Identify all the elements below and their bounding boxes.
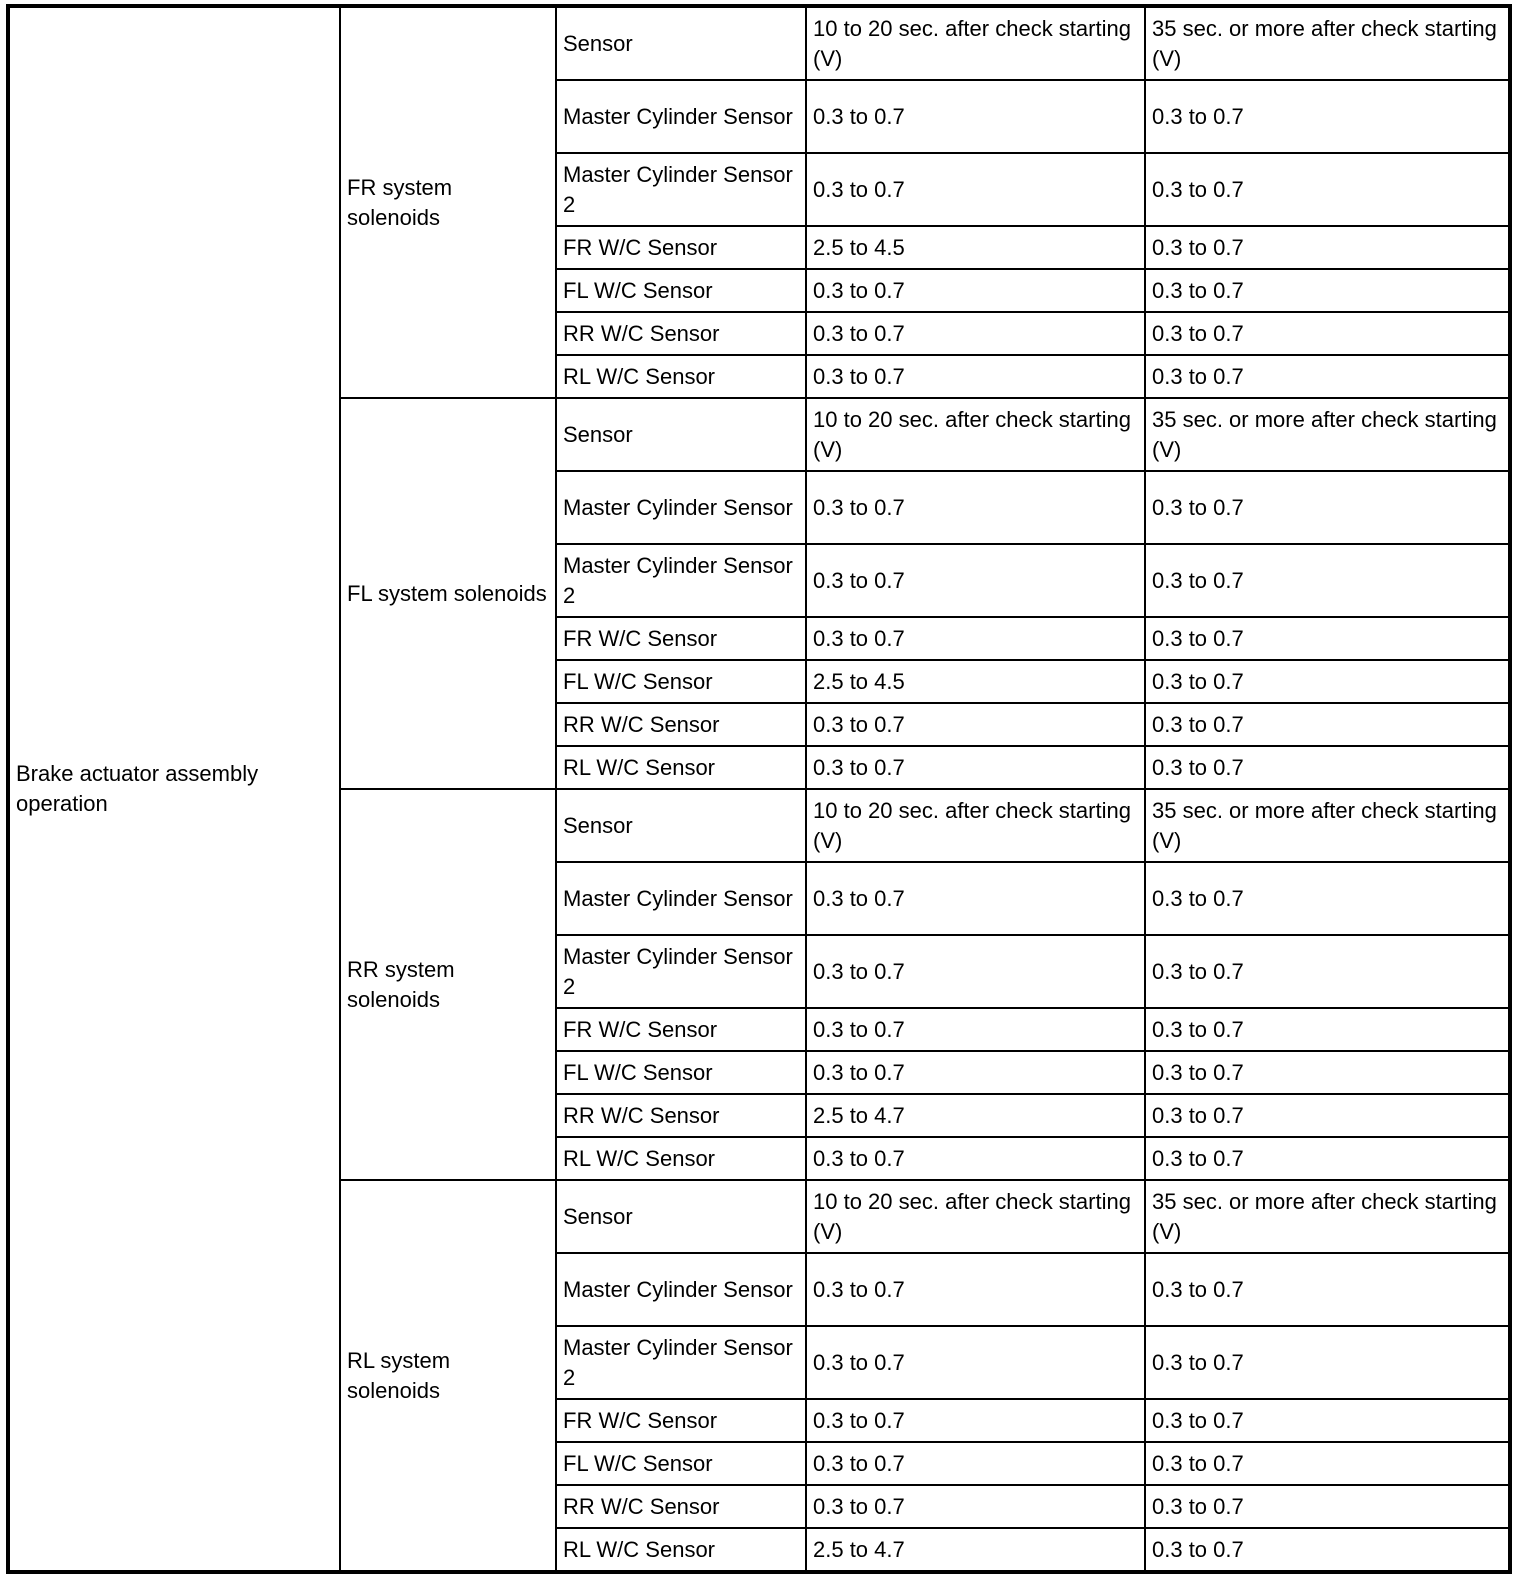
value-35-sec-cell: 0.3 to 0.7 [1145,660,1510,703]
header-sensor: Sensor [556,6,806,80]
value-10-20-sec-cell: 0.3 to 0.7 [806,544,1145,617]
value-10-20-sec-cell: 0.3 to 0.7 [806,1008,1145,1051]
value-10-20-sec-cell: 0.3 to 0.7 [806,703,1145,746]
header-35-sec: 35 sec. or more after check starting (V) [1145,398,1510,471]
value-35-sec-cell: 0.3 to 0.7 [1145,269,1510,312]
sensor-name-cell: FR W/C Sensor [556,226,806,269]
value-10-20-sec-cell: 0.3 to 0.7 [806,1137,1145,1180]
value-35-sec-cell: 0.3 to 0.7 [1145,355,1510,398]
value-35-sec-cell: 0.3 to 0.7 [1145,1253,1510,1326]
value-10-20-sec-cell: 2.5 to 4.7 [806,1094,1145,1137]
sensor-name-cell: Master Cylinder Sensor [556,1253,806,1326]
value-10-20-sec-cell: 0.3 to 0.7 [806,312,1145,355]
sensor-name-cell: Master Cylinder Sensor [556,471,806,544]
value-10-20-sec-cell: 0.3 to 0.7 [806,269,1145,312]
header-sensor: Sensor [556,789,806,862]
value-35-sec-cell: 0.3 to 0.7 [1145,80,1510,153]
sensor-name-cell: RR W/C Sensor [556,1094,806,1137]
value-35-sec-cell: 0.3 to 0.7 [1145,471,1510,544]
sensor-name-cell: FR W/C Sensor [556,1399,806,1442]
spec-table-body [8,6,1510,1572]
value-10-20-sec-cell: 0.3 to 0.7 [806,80,1145,153]
brake-actuator-spec-table [6,4,1512,1574]
value-10-20-sec-cell: 0.3 to 0.7 [806,1442,1145,1485]
value-35-sec-cell: 0.3 to 0.7 [1145,1008,1510,1051]
value-35-sec-cell: 0.3 to 0.7 [1145,703,1510,746]
sensor-name-cell: FL W/C Sensor [556,660,806,703]
sensor-name-cell: FL W/C Sensor [556,1051,806,1094]
value-35-sec-cell: 0.3 to 0.7 [1145,1485,1510,1528]
header-10-20-sec: 10 to 20 sec. after check starting (V) [806,789,1145,862]
value-35-sec-cell: 0.3 to 0.7 [1145,312,1510,355]
value-10-20-sec-cell: 2.5 to 4.5 [806,660,1145,703]
value-10-20-sec-cell: 0.3 to 0.7 [806,617,1145,660]
header-35-sec: 35 sec. or more after check starting (V) [1145,789,1510,862]
value-10-20-sec-cell: 0.3 to 0.7 [806,355,1145,398]
value-35-sec-cell: 0.3 to 0.7 [1145,153,1510,226]
value-35-sec-cell: 0.3 to 0.7 [1145,1094,1510,1137]
value-10-20-sec-cell: 0.3 to 0.7 [806,935,1145,1008]
value-10-20-sec-cell: 0.3 to 0.7 [806,1326,1145,1399]
value-35-sec-cell: 0.3 to 0.7 [1145,935,1510,1008]
value-10-20-sec-cell: 0.3 to 0.7 [806,471,1145,544]
header-35-sec: 35 sec. or more after check starting (V) [1145,1180,1510,1253]
value-10-20-sec-cell: 0.3 to 0.7 [806,153,1145,226]
value-10-20-sec-cell: 0.3 to 0.7 [806,1253,1145,1326]
value-10-20-sec-cell: 0.3 to 0.7 [806,1051,1145,1094]
solenoid-group-label: FR system solenoids [340,6,556,398]
value-35-sec-cell: 0.3 to 0.7 [1145,226,1510,269]
value-35-sec-cell: 0.3 to 0.7 [1145,1528,1510,1572]
header-10-20-sec: 10 to 20 sec. after check starting (V) [806,398,1145,471]
header-10-20-sec: 10 to 20 sec. after check starting (V) [806,6,1145,80]
value-35-sec-cell: 0.3 to 0.7 [1145,1326,1510,1399]
value-35-sec-cell: 0.3 to 0.7 [1145,1051,1510,1094]
sensor-name-cell: RL W/C Sensor [556,355,806,398]
value-10-20-sec-cell: 0.3 to 0.7 [806,862,1145,935]
solenoid-group-label: RR system solenoids [340,789,556,1180]
sensor-name-cell: FR W/C Sensor [556,1008,806,1051]
sensor-name-cell: RR W/C Sensor [556,312,806,355]
sensor-name-cell: FL W/C Sensor [556,1442,806,1485]
sensor-name-cell: Master Cylinder Sensor 2 [556,935,806,1008]
value-35-sec-cell: 0.3 to 0.7 [1145,1399,1510,1442]
header-10-20-sec: 10 to 20 sec. after check starting (V) [806,1180,1145,1253]
header-sensor: Sensor [556,398,806,471]
value-10-20-sec-cell: 0.3 to 0.7 [806,1485,1145,1528]
header-sensor: Sensor [556,1180,806,1253]
value-10-20-sec-cell: 2.5 to 4.7 [806,1528,1145,1572]
sensor-name-cell: Master Cylinder Sensor [556,80,806,153]
sensor-name-cell: Master Cylinder Sensor 2 [556,544,806,617]
sensor-name-cell: RL W/C Sensor [556,1528,806,1572]
sensor-name-cell: Master Cylinder Sensor [556,862,806,935]
sensor-name-cell: Master Cylinder Sensor 2 [556,1326,806,1399]
sensor-name-cell: RR W/C Sensor [556,703,806,746]
header-35-sec: 35 sec. or more after check starting (V) [1145,6,1510,80]
sensor-name-cell: Master Cylinder Sensor 2 [556,153,806,226]
operation-cell: Brake actuator assembly operation [8,6,340,1572]
sensor-name-cell: RR W/C Sensor [556,1485,806,1528]
value-10-20-sec-cell: 0.3 to 0.7 [806,1399,1145,1442]
value-10-20-sec-cell: 0.3 to 0.7 [806,746,1145,789]
solenoid-group-label: RL system solenoids [340,1180,556,1572]
group-header-row [8,6,1510,80]
value-35-sec-cell: 0.3 to 0.7 [1145,544,1510,617]
value-35-sec-cell: 0.3 to 0.7 [1145,1442,1510,1485]
solenoid-group-label: FL system solenoids [340,398,556,789]
value-35-sec-cell: 0.3 to 0.7 [1145,746,1510,789]
value-35-sec-cell: 0.3 to 0.7 [1145,862,1510,935]
sensor-name-cell: FR W/C Sensor [556,617,806,660]
sensor-name-cell: RL W/C Sensor [556,746,806,789]
value-35-sec-cell: 0.3 to 0.7 [1145,1137,1510,1180]
sensor-name-cell: FL W/C Sensor [556,269,806,312]
value-10-20-sec-cell: 2.5 to 4.5 [806,226,1145,269]
sensor-name-cell: RL W/C Sensor [556,1137,806,1180]
value-35-sec-cell: 0.3 to 0.7 [1145,617,1510,660]
